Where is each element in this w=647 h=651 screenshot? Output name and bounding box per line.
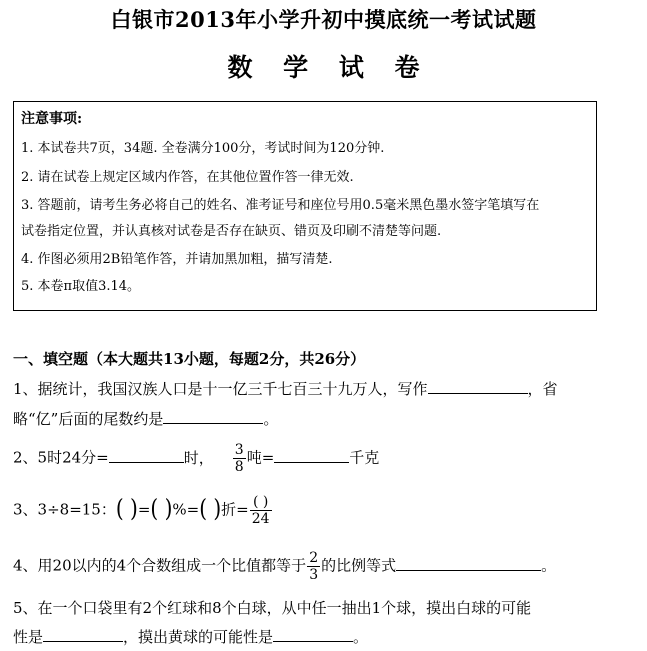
notice-item: 5. 本卷π取值3.14。 xyxy=(21,279,141,294)
q3-blank-1[interactable]: ( ) xyxy=(115,493,138,522)
q1-blank-2[interactable] xyxy=(163,408,263,424)
q3-equals: = xyxy=(137,500,151,519)
q2-text-3: 吨= xyxy=(246,448,275,467)
q1-text-3: 略“亿”后面的尾数约是 xyxy=(13,410,164,428)
q2-frac-den: 8 xyxy=(234,459,244,475)
q4-blank[interactable] xyxy=(396,555,541,571)
q5-blank-2[interactable] xyxy=(273,626,353,642)
notice-box xyxy=(13,101,597,311)
question-4 xyxy=(13,550,556,583)
question-2 xyxy=(13,442,379,475)
q3-text: 3、3÷8=15： xyxy=(13,500,116,519)
q2-text: 2、5时24分= xyxy=(13,448,109,467)
q1-text-4: 。 xyxy=(263,410,279,428)
q4-frac-den: 3 xyxy=(309,567,319,583)
q4-frac-num: 2 xyxy=(309,550,319,566)
q5-text-2: 性是 xyxy=(13,628,44,646)
q1-text-2: ，省 xyxy=(527,380,558,398)
q3-frac-den: 24 xyxy=(251,511,270,527)
notice-item: 试卷指定位置，并认真核对试卷是否存在缺页、错页及印刷不清楚等问题. xyxy=(21,224,442,239)
question-5-line-2 xyxy=(13,626,368,647)
question-1-line-1 xyxy=(13,378,558,399)
question-1-line-2 xyxy=(13,408,278,429)
notice-item: 4. 作图必须用2B铅笔作答，并请加黑加粗，描写清楚. xyxy=(21,252,333,267)
exam-subtitle: 数 学 试 卷 xyxy=(227,53,420,82)
question-3 xyxy=(13,494,273,527)
q3-blank-3[interactable]: ( ) xyxy=(199,493,222,522)
q3-percent: %= xyxy=(172,500,200,519)
q4-text-2: 的比例等式 xyxy=(321,556,397,575)
q5-text-4: 。 xyxy=(353,628,369,646)
q5-text-3: ，摸出黄球的可能性是 xyxy=(123,628,274,646)
q1-text: 1、据统计，我国汉族人口是十一亿三千七百三十九万人，写作 xyxy=(13,380,428,398)
exam-title: 白银市2013年小学升初中摸底统一考试试题 xyxy=(110,7,537,32)
notice-heading: 注意事项: xyxy=(21,111,83,127)
q5-blank-1[interactable] xyxy=(43,626,123,642)
q4-text: 4、用20以内的4个合数组成一个比值都等于 xyxy=(13,556,307,575)
section-title: 一、填空题（本大题共13小题，每题2分，共26分） xyxy=(13,350,366,368)
q4-fraction xyxy=(307,550,320,583)
q3-frac-num[interactable]: ( ) xyxy=(250,494,272,511)
q5-text: 5、在一个口袋里有2个红球和8个白球，从中任一抽出1个球，摸出白球的可能 xyxy=(13,599,532,617)
q2-text-4: 千克 xyxy=(349,448,380,467)
question-5-line-1 xyxy=(13,597,531,618)
q2-frac-num: 3 xyxy=(234,442,244,458)
q2-blank-1[interactable] xyxy=(109,447,184,463)
q3-blank-2[interactable]: ( ) xyxy=(150,493,173,522)
notice-item: 2. 请在试卷上规定区域内作答，在其他位置作答一律无效. xyxy=(21,170,354,185)
notice-item: 3. 答题前，请考生务必将自己的姓名、准考证号和座位号用0.5毫米黑色墨水签字笔填写在 xyxy=(21,198,540,213)
q2-blank-2[interactable] xyxy=(274,447,349,463)
q1-blank-1[interactable] xyxy=(428,378,528,394)
q4-text-3: 。 xyxy=(541,556,557,575)
q3-zhe: 折= xyxy=(221,500,249,519)
q2-fraction xyxy=(233,442,246,475)
q3-fraction xyxy=(250,494,272,527)
q2-text-2: 时， xyxy=(183,448,214,467)
notice-item: 1. 本试卷共7页，34题. 全卷满分100分，考试时间为120分钟. xyxy=(21,141,385,156)
